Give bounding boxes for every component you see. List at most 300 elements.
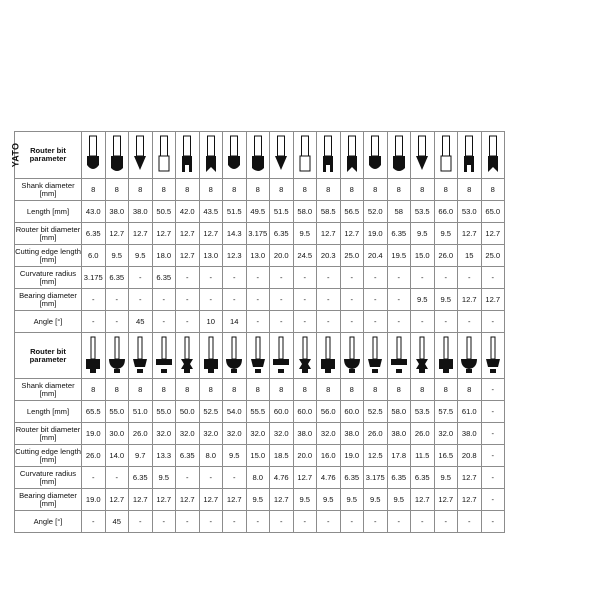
spec-value: 8 <box>82 179 106 201</box>
spec-value: 8 <box>105 179 129 201</box>
spec-value: - <box>317 289 341 311</box>
spec-value: 8 <box>199 179 223 201</box>
row-label: Length [mm] <box>15 401 82 423</box>
router-bit-icon <box>246 132 270 179</box>
spec-value: - <box>246 311 270 333</box>
spec-value: 3.175 <box>364 467 388 489</box>
spec-value: 8 <box>293 179 317 201</box>
router-bit-icon <box>82 333 106 379</box>
router-bit-icon <box>176 132 200 179</box>
spec-value: 3.175 <box>82 267 106 289</box>
spec-value: 42.0 <box>176 201 200 223</box>
spec-value: 8 <box>364 379 388 401</box>
spec-value: 8 <box>129 179 153 201</box>
spec-value: 43.5 <box>199 201 223 223</box>
spec-value: 8 <box>411 179 435 201</box>
router-bit-icon <box>317 132 341 179</box>
spec-value: 9.5 <box>293 489 317 511</box>
spec-value: 12.7 <box>129 223 153 245</box>
spec-row <box>15 289 505 311</box>
spec-value: 9.7 <box>129 445 153 467</box>
spec-row <box>15 401 505 423</box>
spec-value: - <box>411 267 435 289</box>
spec-value: 9.5 <box>434 223 458 245</box>
spec-value: 65.5 <box>82 401 106 423</box>
spec-value: 57.5 <box>434 401 458 423</box>
spec-value: 9.5 <box>340 489 364 511</box>
spec-value: - <box>317 311 341 333</box>
spec-value: 6.35 <box>387 223 411 245</box>
spec-row <box>15 379 505 401</box>
bit-image-row <box>15 333 505 379</box>
spec-value: - <box>129 267 153 289</box>
row-label: Angle [°] <box>15 311 82 333</box>
spec-value: 60.0 <box>270 401 294 423</box>
spec-value: 32.0 <box>246 423 270 445</box>
spec-value: - <box>293 267 317 289</box>
spec-value: - <box>270 311 294 333</box>
router-bit-icon <box>152 333 176 379</box>
spec-value: 53.5 <box>411 201 435 223</box>
spec-value: 8 <box>152 379 176 401</box>
spec-value: 6.35 <box>152 267 176 289</box>
spec-value: - <box>481 489 505 511</box>
spec-value: - <box>105 289 129 311</box>
router-bit-icon <box>129 132 153 179</box>
row-label: Cutting edge length [mm] <box>15 445 82 467</box>
spec-value: 26.0 <box>364 423 388 445</box>
spec-value: - <box>340 289 364 311</box>
row-label: Angle [°] <box>15 511 82 533</box>
spec-value: 6.35 <box>270 223 294 245</box>
spec-value: - <box>387 267 411 289</box>
router-bit-spec-sheet <box>10 131 505 533</box>
spec-value: 26.0 <box>411 423 435 445</box>
spec-value: 10 <box>199 311 223 333</box>
router-bit-icon <box>387 132 411 179</box>
spec-value: 12.7 <box>458 289 482 311</box>
spec-value: - <box>293 311 317 333</box>
spec-value: - <box>199 467 223 489</box>
spec-value: 19.0 <box>364 223 388 245</box>
spec-value: - <box>387 289 411 311</box>
router-bit-icon <box>199 132 223 179</box>
router-bit-icon <box>176 333 200 379</box>
spec-value: - <box>387 511 411 533</box>
spec-value: - <box>481 511 505 533</box>
spec-value: 9.5 <box>152 467 176 489</box>
spec-value: 8 <box>458 179 482 201</box>
spec-value: - <box>481 311 505 333</box>
spec-value: 58.0 <box>387 401 411 423</box>
spec-value: 32.0 <box>317 423 341 445</box>
spec-value: - <box>387 311 411 333</box>
spec-value: 15.0 <box>246 445 270 467</box>
spec-value: 9.5 <box>434 467 458 489</box>
spec-value: 8 <box>223 179 247 201</box>
spec-value: 12.7 <box>152 489 176 511</box>
router-bit-icon <box>293 333 317 379</box>
spec-value: 4.76 <box>270 467 294 489</box>
spec-value: 51.5 <box>270 201 294 223</box>
spec-value: 52.0 <box>364 201 388 223</box>
spec-value: 12.7 <box>176 245 200 267</box>
spec-value: - <box>82 311 106 333</box>
spec-value: 24.5 <box>293 245 317 267</box>
spec-value: 20.0 <box>270 245 294 267</box>
spec-value: 8 <box>387 179 411 201</box>
router-bit-icon <box>434 132 458 179</box>
router-bit-icon <box>270 333 294 379</box>
spec-row <box>15 267 505 289</box>
spec-value: - <box>364 289 388 311</box>
spec-value: 19.0 <box>82 423 106 445</box>
header-label: Router bit parameter <box>29 346 67 364</box>
spec-value: - <box>199 267 223 289</box>
spec-value: 6.35 <box>176 445 200 467</box>
spec-row <box>15 223 505 245</box>
spec-value: 58 <box>387 201 411 223</box>
spec-value: 13.0 <box>246 245 270 267</box>
spec-value: - <box>223 267 247 289</box>
spec-value: - <box>434 311 458 333</box>
spec-value: - <box>223 289 247 311</box>
row-label: Curvature radius [mm] <box>15 267 82 289</box>
spec-value: 13.0 <box>199 245 223 267</box>
spec-value: - <box>317 511 341 533</box>
router-bit-icon <box>481 132 505 179</box>
spec-value: 18.5 <box>270 445 294 467</box>
router-bit-icon <box>129 333 153 379</box>
spec-value: 14.3 <box>223 223 247 245</box>
spec-row <box>15 511 505 533</box>
spec-value: 8 <box>82 379 106 401</box>
spec-value: 9.5 <box>293 223 317 245</box>
spec-value: - <box>458 511 482 533</box>
spec-value: 8 <box>340 179 364 201</box>
router-bit-icon <box>246 333 270 379</box>
row-label: Cutting edge length [mm] <box>15 245 82 267</box>
spec-value: 55.0 <box>152 401 176 423</box>
spec-value: - <box>105 311 129 333</box>
spec-value: 20.4 <box>364 245 388 267</box>
spec-value: 18.0 <box>152 245 176 267</box>
spec-value: 8 <box>176 379 200 401</box>
spec-value: 16.5 <box>434 445 458 467</box>
spec-value: 12.7 <box>411 489 435 511</box>
spec-value: 19.5 <box>387 245 411 267</box>
spec-value: 20.3 <box>317 245 341 267</box>
spec-value: 49.5 <box>246 201 270 223</box>
spec-value: - <box>270 511 294 533</box>
spec-value: 14.0 <box>105 445 129 467</box>
spec-value: 9.5 <box>434 289 458 311</box>
spec-value: 58.5 <box>317 201 341 223</box>
spec-value: 6.35 <box>340 467 364 489</box>
spec-value: 8 <box>270 179 294 201</box>
spec-value: 8.0 <box>246 467 270 489</box>
spec-value: 9.5 <box>411 223 435 245</box>
yato-logo-text: YATO <box>10 142 21 168</box>
spec-value: 12.7 <box>458 489 482 511</box>
spec-row <box>15 489 505 511</box>
spec-value: 51.0 <box>129 401 153 423</box>
router-bit-icon <box>82 132 106 179</box>
spec-row <box>15 245 505 267</box>
spec-value: - <box>481 267 505 289</box>
spec-value: 8 <box>199 379 223 401</box>
spec-value: 9.5 <box>246 489 270 511</box>
spec-value: 12.7 <box>270 489 294 511</box>
spec-row <box>15 423 505 445</box>
spec-row <box>15 201 505 223</box>
spec-value: 8 <box>364 179 388 201</box>
router-bit-parameter-header <box>10 132 82 179</box>
spec-value: 9.5 <box>223 445 247 467</box>
spec-value: 6.35 <box>411 467 435 489</box>
spec-value: - <box>340 511 364 533</box>
spec-value: 8 <box>246 379 270 401</box>
spec-value: 38.0 <box>105 201 129 223</box>
spec-value: - <box>364 267 388 289</box>
router-bit-icon <box>270 132 294 179</box>
spec-value: - <box>481 379 505 401</box>
spec-value: 32.0 <box>199 423 223 445</box>
spec-value: 19.0 <box>340 445 364 467</box>
spec-value: 12.7 <box>481 223 505 245</box>
spec-value: 8 <box>317 379 341 401</box>
router-bit-icon <box>458 132 482 179</box>
spec-value: 8 <box>246 179 270 201</box>
spec-value: - <box>481 401 505 423</box>
router-bit-icon <box>434 333 458 379</box>
spec-value: 32.0 <box>223 423 247 445</box>
spec-value: 8 <box>176 179 200 201</box>
spec-value: 32.0 <box>152 423 176 445</box>
spec-value: 8 <box>129 379 153 401</box>
spec-value: 6.35 <box>82 223 106 245</box>
spec-value: 9.5 <box>411 289 435 311</box>
row-label: Length [mm] <box>15 201 82 223</box>
spec-value: 52.5 <box>364 401 388 423</box>
spec-value: - <box>434 267 458 289</box>
spec-value: - <box>434 511 458 533</box>
spec-value: 12.7 <box>458 467 482 489</box>
spec-value: 15.0 <box>411 245 435 267</box>
spec-value: - <box>340 311 364 333</box>
spec-value: 8 <box>434 179 458 201</box>
router-bit-icon <box>293 132 317 179</box>
spec-value: 38.0 <box>129 201 153 223</box>
spec-value: - <box>199 289 223 311</box>
spec-value: - <box>129 511 153 533</box>
router-bit-icon <box>199 333 223 379</box>
spec-value: 52.5 <box>199 401 223 423</box>
router-bit-icon <box>364 333 388 379</box>
header-label: Router bit parameter <box>29 146 67 163</box>
spec-value: 50.5 <box>152 201 176 223</box>
spec-value: - <box>411 511 435 533</box>
spec-value: - <box>105 467 129 489</box>
spec-value: 38.0 <box>387 423 411 445</box>
spec-value: - <box>176 289 200 311</box>
spec-value: - <box>152 311 176 333</box>
router-bit-icon <box>458 333 482 379</box>
spec-value: - <box>176 467 200 489</box>
spec-value: 6.35 <box>387 467 411 489</box>
router-bit-icon <box>481 333 505 379</box>
spec-value: - <box>176 311 200 333</box>
spec-value: 12.7 <box>176 489 200 511</box>
spec-value: 12.7 <box>340 223 364 245</box>
spec-value: 8 <box>152 179 176 201</box>
spec-value: 8 <box>458 379 482 401</box>
spec-value: 20.0 <box>293 445 317 467</box>
spec-value: 8 <box>434 379 458 401</box>
row-label: Router bit diameter [mm] <box>15 223 82 245</box>
spec-value: 54.0 <box>223 401 247 423</box>
router-bit-icon <box>223 132 247 179</box>
spec-value: 55.0 <box>105 401 129 423</box>
spec-value: 9.5 <box>317 489 341 511</box>
spec-value: 8 <box>411 379 435 401</box>
spec-value: - <box>246 267 270 289</box>
spec-value: - <box>82 289 106 311</box>
spec-value: - <box>246 289 270 311</box>
row-label: Shank diameter [mm] <box>15 179 82 201</box>
spec-value: 9.5 <box>129 245 153 267</box>
spec-value: - <box>270 289 294 311</box>
spec-value: 3.175 <box>246 223 270 245</box>
spec-value: - <box>364 311 388 333</box>
spec-value: 12.7 <box>105 489 129 511</box>
spec-value: 12.7 <box>481 289 505 311</box>
spec-value: 26.0 <box>434 245 458 267</box>
spec-value: 6.35 <box>105 267 129 289</box>
spec-value: 30.0 <box>105 423 129 445</box>
spec-value: - <box>411 311 435 333</box>
spec-value: - <box>223 511 247 533</box>
row-label: Router bit diameter [mm] <box>15 423 82 445</box>
spec-value: 8 <box>387 379 411 401</box>
spec-value: 26.0 <box>82 445 106 467</box>
router-bit-icon <box>340 132 364 179</box>
spec-value: 60.0 <box>293 401 317 423</box>
spec-value: - <box>293 289 317 311</box>
router-bit-icon <box>152 132 176 179</box>
spec-value: 32.0 <box>434 423 458 445</box>
spec-value: 9.5 <box>105 245 129 267</box>
spec-value: 50.0 <box>176 401 200 423</box>
router-bit-icon <box>223 333 247 379</box>
spec-value: - <box>82 467 106 489</box>
router-bit-parameter-header <box>15 333 82 379</box>
spec-value: - <box>270 267 294 289</box>
spec-value: 56.0 <box>317 401 341 423</box>
spec-value: 20.8 <box>458 445 482 467</box>
spec-value: 6.35 <box>129 467 153 489</box>
row-label: Bearing diameter [mm] <box>15 489 82 511</box>
spec-value: - <box>317 267 341 289</box>
spec-value: - <box>82 511 106 533</box>
spec-value: - <box>129 289 153 311</box>
spec-value: 8 <box>105 379 129 401</box>
spec-value: 12.7 <box>199 223 223 245</box>
router-bit-icon <box>340 333 364 379</box>
spec-value: 12.7 <box>293 467 317 489</box>
spec-value: 12.5 <box>364 445 388 467</box>
spec-value: 14 <box>223 311 247 333</box>
spec-value: - <box>246 511 270 533</box>
spec-value: 51.5 <box>223 201 247 223</box>
spec-value: 12.3 <box>223 245 247 267</box>
spec-value: - <box>481 445 505 467</box>
spec-value: 25.0 <box>481 245 505 267</box>
spec-value: 8 <box>223 379 247 401</box>
spec-value: 45 <box>129 311 153 333</box>
spec-value: - <box>199 511 223 533</box>
spec-row <box>15 467 505 489</box>
spec-value: - <box>152 289 176 311</box>
router-bit-spec-table <box>10 131 505 533</box>
spec-value: 12.7 <box>223 489 247 511</box>
spec-value: 8 <box>481 179 505 201</box>
spec-value: 12.7 <box>176 223 200 245</box>
spec-value: - <box>293 511 317 533</box>
spec-value: 12.7 <box>317 223 341 245</box>
spec-value: 38.0 <box>293 423 317 445</box>
spec-value: - <box>458 267 482 289</box>
spec-value: - <box>176 267 200 289</box>
router-bit-icon <box>387 333 411 379</box>
spec-value: 8 <box>270 379 294 401</box>
row-label: Curvature radius [mm] <box>15 467 82 489</box>
spec-value: 38.0 <box>458 423 482 445</box>
spec-value: 8.0 <box>199 445 223 467</box>
spec-value: 53.5 <box>411 401 435 423</box>
spec-value: 60.0 <box>340 401 364 423</box>
spec-row <box>15 179 505 201</box>
row-label: Bearing diameter [mm] <box>15 289 82 311</box>
spec-value: - <box>340 267 364 289</box>
spec-value: 9.5 <box>364 489 388 511</box>
spec-value: 19.0 <box>82 489 106 511</box>
spec-row <box>15 311 505 333</box>
spec-value: 15 <box>458 245 482 267</box>
router-bit-icon <box>105 132 129 179</box>
spec-value: - <box>458 311 482 333</box>
spec-value: 43.0 <box>82 201 106 223</box>
spec-value: 12.7 <box>129 489 153 511</box>
spec-value: 38.0 <box>340 423 364 445</box>
spec-value: - <box>152 511 176 533</box>
spec-value: 13.3 <box>152 445 176 467</box>
spec-value: 12.7 <box>458 223 482 245</box>
spec-value: 8 <box>340 379 364 401</box>
bit-image-row <box>15 132 505 179</box>
spec-value: 8 <box>317 179 341 201</box>
spec-value: 9.5 <box>387 489 411 511</box>
spec-value: 32.0 <box>270 423 294 445</box>
router-bit-icon <box>105 333 129 379</box>
spec-value: 56.5 <box>340 201 364 223</box>
spec-value: 55.5 <box>246 401 270 423</box>
spec-value: - <box>481 423 505 445</box>
spec-value: 6.0 <box>82 245 106 267</box>
spec-value: 45 <box>105 511 129 533</box>
spec-value: 12.7 <box>152 223 176 245</box>
spec-value: 11.5 <box>411 445 435 467</box>
